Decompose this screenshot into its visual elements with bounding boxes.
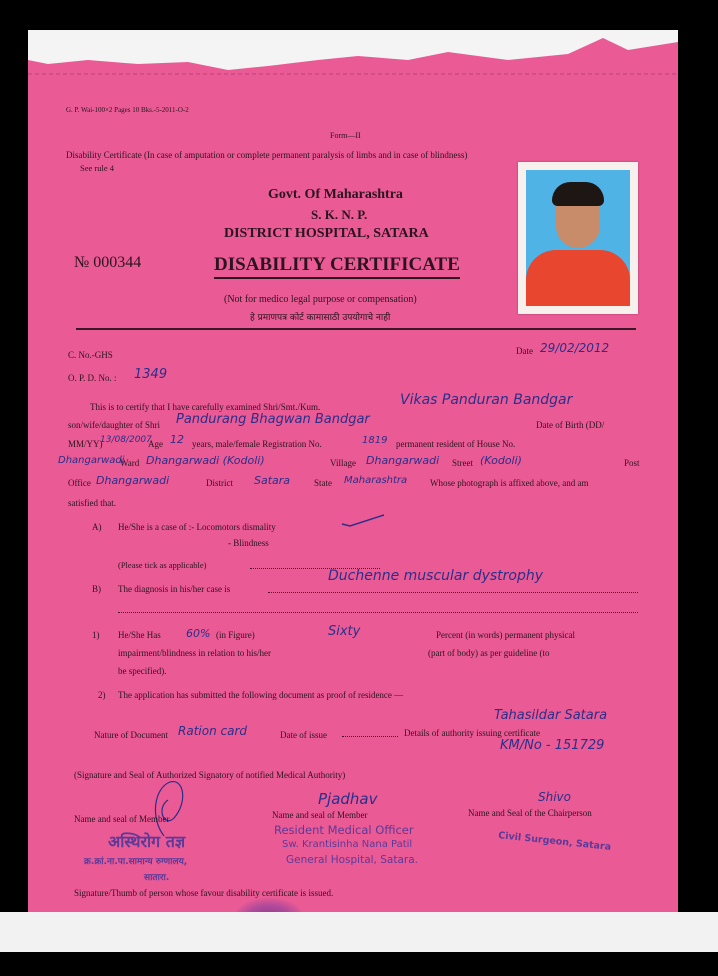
authority-number: KM/No - 151729: [500, 738, 605, 753]
district-label: District: [206, 478, 233, 488]
item-1-line2b: (part of body) as per guideline (to: [428, 648, 550, 658]
age-value: 12: [170, 433, 184, 446]
document-value: Ration card: [178, 724, 247, 738]
marathi-note: हे प्रमाणपत्र कोर्ट कामासाठी उपयोगाचे नाही: [250, 313, 391, 323]
member-2-signature: Pjadhav: [318, 790, 378, 808]
village-value: Dhangarwadi: [366, 454, 440, 467]
opd-value: 1349: [134, 367, 168, 382]
cert-line-5-tail: Whose photograph is affixed above, and am: [430, 478, 589, 488]
item-1-line3: be specified).: [118, 666, 167, 676]
dob-value: 13/08/2007: [100, 435, 152, 445]
house-value: Dhangarwadi: [58, 455, 125, 466]
printer-line: G. P. Wai-100×2 Pages 10 Bks.-5-2011-O-2: [66, 106, 189, 114]
item-b-label: B): [92, 584, 101, 594]
signature-heading: (Signature and Seal of Authorized Signatory of notified Medical Authority): [74, 770, 346, 780]
percent-words: Sixty: [328, 624, 361, 639]
form-number: Form—II: [330, 131, 361, 140]
cert-line-6: satisfied that.: [68, 498, 116, 508]
ward-label: Ward: [120, 458, 140, 468]
stamp-1-title: अस्थिरोग तज्ञ: [108, 832, 186, 851]
govt-heading: Govt. Of Maharashtra: [268, 187, 403, 202]
cert-line-1: This is to certify that I have carefully examined Shri/Smt./Kum.: [90, 402, 321, 412]
street-value: (Kodoli): [480, 454, 522, 467]
stamp-2-line2: Sw. Krantisinha Nana Patil: [282, 839, 413, 850]
sknp-heading: S. K. N. P.: [311, 207, 368, 222]
member-2-label: Name and seal of Member: [272, 810, 368, 820]
authority-value: Tahasildar Satara: [494, 708, 608, 723]
item-1-a: He/She Has: [118, 630, 161, 640]
cert-line-2b: Date of Birth (DD/: [536, 420, 605, 430]
patient-name: Vikas Panduran Bandgar: [400, 392, 573, 408]
cert-line-3b: Age: [148, 439, 163, 449]
issue-dotline: [342, 736, 398, 737]
father-name: Pandurang Bhagwan Bandgar: [176, 412, 370, 427]
cert-line-3d: permanent resident of House No.: [396, 439, 516, 449]
thumb-label: Signature/Thumb of person whose favour disability certificate is issued.: [74, 888, 334, 898]
header-note: Disability Certificate (In case of amputation or complete permanent paralysis of limbs and in case of blindness): [66, 150, 468, 160]
opd-label: O. P. D. No. :: [68, 373, 117, 383]
diagnosis-dotline-2: [118, 612, 638, 613]
hospital-heading: DISTRICT HOSPITAL, SATARA: [224, 226, 429, 241]
see-rule: See rule 4: [80, 163, 114, 173]
state-label: State: [314, 478, 332, 488]
stamp-1-line3: सातारा.: [144, 873, 170, 883]
chair-label: Name and Seal of the Chairperson: [468, 808, 592, 818]
street-label: Street: [452, 458, 473, 468]
applicant-photo: [518, 162, 638, 314]
torn-edge: [28, 30, 678, 90]
office-value: Dhangarwadi: [96, 474, 170, 487]
cert-line-3c: years, male/female Registration No.: [192, 439, 322, 449]
chair-signature: Shivo: [538, 790, 571, 804]
tick-mark: [340, 512, 386, 528]
c-no-label: C. No.-GHS: [68, 350, 113, 360]
registration-value: 1819: [362, 435, 388, 446]
item-b-text: The diagnosis in his/her case is: [118, 584, 231, 594]
item-2-label: 2): [98, 690, 106, 700]
issue-label: Date of issue: [280, 730, 327, 740]
district-value: Satara: [254, 474, 291, 487]
cert-line-2a: son/wife/daughter of Shri: [68, 420, 160, 430]
serial-number: № 000344: [74, 254, 142, 271]
diagnosis-value: Duchenne muscular dystrophy: [328, 568, 544, 584]
header-divider: [76, 328, 636, 330]
date-label: Date: [516, 346, 533, 356]
ward-value: Dhangarwadi (Kodoli): [146, 454, 265, 467]
cert-line-3a: MM/YY): [68, 439, 103, 449]
authority-label: Details of authority issuing certificate: [404, 728, 540, 738]
item-1-label: 1): [92, 630, 100, 640]
not-for-note: (Not for medico legal purpose or compensation): [224, 294, 417, 305]
stamp-1-line2: क्र.क्रां.ना.पा.सामान्य रुग्णालय,: [84, 857, 188, 867]
item-a-blindness: - Blindness: [228, 538, 269, 548]
bottom-margin: [0, 912, 718, 952]
percent-value: 60%: [186, 627, 211, 640]
diagnosis-dotline: [268, 592, 638, 593]
certificate-page: [28, 30, 678, 945]
village-label: Village: [330, 458, 356, 468]
item-1-c: Percent (in words) permanent physical: [436, 630, 575, 640]
item-a-label: A): [92, 522, 102, 532]
item-1-line2: impairment/blindness in relation to his/her: [118, 648, 271, 658]
post-label: Post: [624, 458, 640, 468]
member-label: Name and seal of Member: [74, 814, 170, 824]
stamp-3: Civil Surgeon, Satara: [497, 830, 612, 853]
office-label: Office: [68, 478, 91, 488]
document-label: Nature of Document: [94, 730, 168, 740]
date-value: 29/02/2012: [540, 341, 610, 355]
state-value: Maharashtra: [344, 475, 408, 486]
item-a-text: He/She is a case of :- Locomotors dismality: [118, 522, 276, 532]
item-2-text: The application has submitted the following document as proof of residence —: [118, 690, 404, 700]
tick-note: (Please tick as applicable): [118, 560, 207, 570]
certificate-title: DISABILITY CERTIFICATE: [214, 254, 460, 279]
stamp-2-line1: Resident Medical Officer: [274, 823, 414, 837]
item-1-b: (in Figure): [216, 630, 255, 640]
stamp-2-line3: General Hospital, Satara.: [286, 854, 418, 866]
